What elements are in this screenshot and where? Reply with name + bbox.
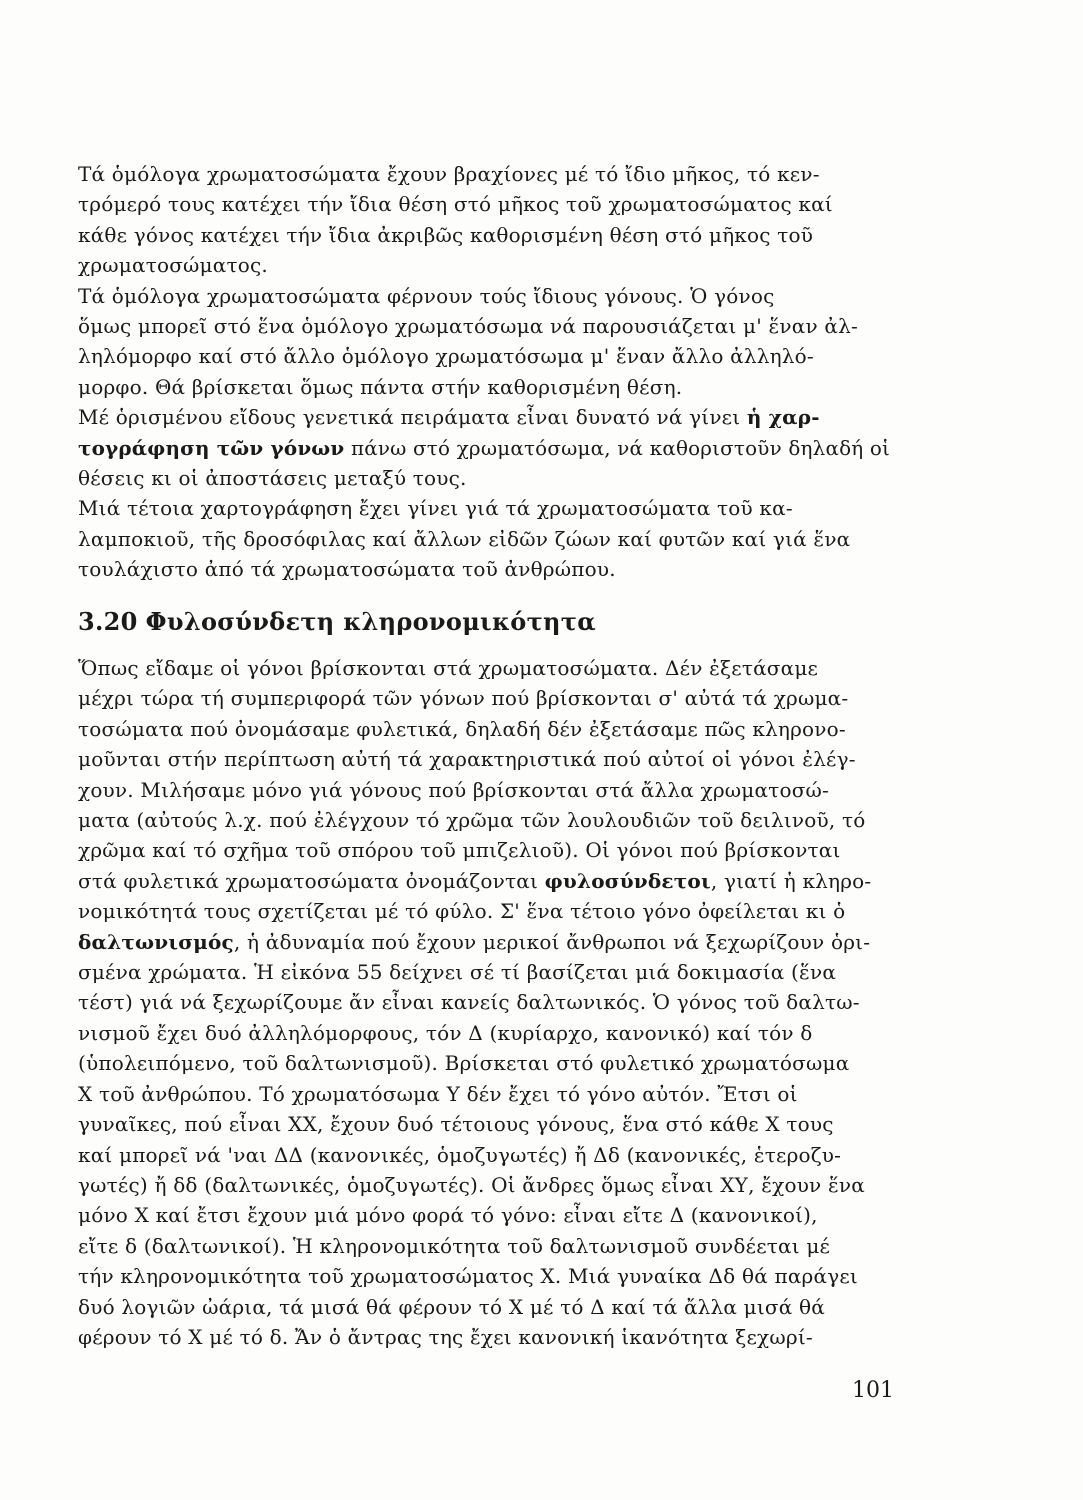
text-line: γωτές) ἤ δδ (δαλτωνικές, ὁμοζυγωτές). Οἱ ἄνδρες ὅμως εἶναι ΧΥ, ἔχουν ἕνα xyxy=(78,1172,865,1197)
text-line: Μιά τέτοια χαρτογράφηση ἔχει γίνει γιά τά χρωματοσώματα τοῦ κα- xyxy=(78,496,793,521)
text-line: εἴτε δ (δαλτωνικοί). Ἡ κληρονομικότητα τοῦ δαλτωνισμοῦ συνδέεται μέ xyxy=(78,1233,831,1258)
bold-term-mapping-end: τογράφηση τῶν γόνων xyxy=(78,435,345,460)
page-number: 101 xyxy=(852,1378,894,1403)
text-line: σμένα χρώματα. Ἡ εἰκόνα 55 δείχνει σέ τί βασίζεται μιά δοκιμασία (ἕνα xyxy=(78,960,837,985)
text-line: ματα (αὐτούς λ.χ. πού ἐλέγχουν τό χρῶμα τῶν λουλουδιῶν τοῦ δειλινοῦ, τό xyxy=(78,808,866,833)
text-line: νομικότητά τους σχετίζεται μέ τό φύλο. Σ' ἕνα τέτοιο γόνο ὀφείλεται κι ὁ xyxy=(78,899,846,924)
text-line xyxy=(78,433,891,463)
bold-term-fylosyndetoi: φυλοσύνδετοι xyxy=(544,868,711,893)
text-line: καί μπορεῖ νά 'ναι ΔΔ (κανονικές, ὁμοζυγωτές) ἤ Δδ (κανονικές, ἑτεροζυ- xyxy=(78,1142,842,1167)
text-line: Τά ὁμόλογα χρωματοσώματα φέρνουν τούς ἴδιους γόνους. Ὁ γόνος xyxy=(78,283,775,308)
text-fragment: πάνω στό χρωματόσωμα, νά καθοριστοῦν δηλαδή οἱ xyxy=(350,435,891,460)
paragraph-homologous-chromosomes xyxy=(78,159,890,585)
text-line: τέστ) γιά νά ξεχωρίζουμε ἄν εἶναι κανείς δαλτωνικός. Ὁ γόνος τοῦ δαλτω- xyxy=(78,990,860,1015)
text-line: Ὅπως εἴδαμε οἱ γόνοι βρίσκονται στά χρωματοσώματα. Δέν ἐξετάσαμε xyxy=(78,656,819,680)
paragraph-sex-linked-inheritance xyxy=(78,653,890,1352)
text-fragment: στά φυλετικά χρωματοσώματα ὀνομάζονται xyxy=(78,868,539,893)
text-line: λαμποκιοῦ, τῆς δροσόφιλας καί ἄλλων εἰδῶν ζώων καί φυτῶν καί γιά ἕνα xyxy=(78,526,851,551)
text-fragment: , γιατί ἡ κληρο- xyxy=(710,868,872,893)
text-line: Χ τοῦ ἀνθρώπου. Τό χρωματόσωμα Υ δέν ἔχει τό γόνο αὐτόν. Ἔτσι οἱ xyxy=(78,1081,798,1106)
section-number: 3.20 xyxy=(78,607,138,636)
text-line: (ὑπολειπόμενο, τοῦ δαλτωνισμοῦ). Βρίσκεται στό φυλετικό χρωματόσωμα xyxy=(78,1051,850,1076)
text-line xyxy=(78,402,890,432)
text-line: ληλόμορφο καί στό ἄλλο ὁμόλογο χρωματόσωμα μ' ἕναν ἄλλο ἀλληλό- xyxy=(78,344,814,369)
bold-term-mapping-start: ἡ χαρ- xyxy=(746,405,820,430)
text-line: χρῶμα καί τό σχῆμα τοῦ σπόρου τοῦ μπιζελιοῦ). Οἱ γόνοι πού βρίσκονται xyxy=(78,838,841,863)
text-line: τουλάχιστο ἀπό τά χρωματοσώματα τοῦ ἀνθρώπου. xyxy=(78,557,616,582)
text-line: χουν. Μιλήσαμε μόνο γιά γόνους πού βρίσκονται στά ἄλλα χρωματοσώ- xyxy=(78,777,830,802)
text-line: μορφο. Θά βρίσκεται ὅμως πάντα στήν καθορισμένη θέση. xyxy=(78,374,683,399)
text-line: Τά ὁμόλογα χρωματοσώματα ἔχουν βραχίονες μέ τό ἴδιο μῆκος, τό κεν- xyxy=(78,162,820,186)
text-line: μέχρι τώρα τή συμπεριφορά τῶν γόνων πού βρίσκονται σ' αὐτά τά χρωμα- xyxy=(78,686,849,711)
text-line: ὅμως μπορεῖ στό ἕνα ὁμόλογο χρωματόσωμα νά παρουσιάζεται μ' ἕναν ἀλ- xyxy=(78,314,858,339)
section-title: Φυλοσύνδετη κληρονομικότητα xyxy=(145,607,596,636)
text-line: χρωματοσώματος. xyxy=(78,253,268,278)
section-heading xyxy=(78,607,596,636)
text-line: μοῦνται στήν περίπτωση αὐτή τά χαρακτηριστικά πού αὐτοί οἱ γόνοι ἐλέγ- xyxy=(78,747,856,772)
text-line: γυναῖκες, πού εἶναι ΧΧ, ἔχουν δυό τέτοιους γόνους, ἕνα στό κάθε Χ τους xyxy=(78,1112,834,1137)
text-line: τοσώματα πού ὀνομάσαμε φυλετικά, δηλαδή δέν ἐξετάσαμε πῶς κληρονο- xyxy=(78,716,846,741)
text-line xyxy=(78,927,890,957)
text-fragment: Μέ ὁρισμένου εἴδους γενετικά πειράματα εἶναι δυνατό νά γίνει xyxy=(78,405,741,430)
text-line: νισμοῦ ἔχει δυό ἀλληλόμορφους, τόν Δ (κυρίαρχο, κανονικό) καί τόν δ xyxy=(78,1020,813,1045)
bold-term-daltonismos: δαλτωνισμός xyxy=(78,929,234,954)
text-fragment: , ἡ ἀδυναμία πού ἔχουν μερικοί ἄνθρωποι νά ξεχωρίζουν ὁρι- xyxy=(233,929,871,954)
text-line: τήν κληρονομικότητα τοῦ χρωματοσώματος Χ. Μιά γυναίκα Δδ θά παράγει xyxy=(78,1264,858,1289)
text-line: μόνο Χ καί ἔτσι ἔχουν μιά μόνο φορά τό γόνο: εἶναι εἴτε Δ (κανονικοί), xyxy=(78,1203,818,1228)
text-line: φέρουν τό Χ μέ τό δ. Ἄν ὁ ἄντρας της ἔχει κανονική ἱκανότητα ξεχωρί- xyxy=(78,1324,813,1349)
text-line: τρόμερό τους κατέχει τήν ἴδια θέση στό μῆκος τοῦ χρωματοσώματος καί xyxy=(78,192,833,217)
text-line: θέσεις κι οἱ ἀποστάσεις μεταξύ τους. xyxy=(78,466,467,491)
text-line: κάθε γόνος κατέχει τήν ἴδια ἀκριβῶς καθορισμένη θέση στό μῆκος τοῦ xyxy=(78,222,814,247)
text-line: δυό λογιῶν ὠάρια, τά μισά θά φέρουν τό Χ μέ τό Δ καί τά ἄλλα μισά θά xyxy=(78,1294,825,1319)
text-line xyxy=(78,866,890,896)
